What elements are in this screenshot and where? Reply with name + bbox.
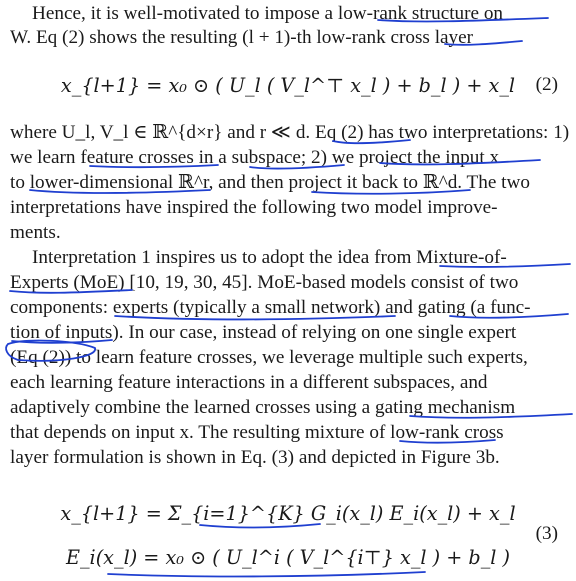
paragraph-1-line-2: W. Eq (2) shows the resulting (l + 1)-th low-rank cross layer: [10, 27, 474, 48]
paragraph-3-line-9: layer formulation is shown in Eq. (3) and depicted in Figure 3b.: [10, 447, 500, 468]
equation-3-line-2-body: E_i(x_l) = x₀ ⊙ ( U_l^i ( V_l^{i⊤} x_l ) + b_l ): [65, 546, 511, 569]
paragraph-3-line-5: (Eq (2)) to learn feature crosses, we leverage multiple such experts,: [10, 347, 528, 368]
paragraph-3-line-1: Interpretation 1 inspires us to adopt the idea from Mixture-of-: [32, 247, 507, 268]
paragraph-3-line-8: that depends on input x. The resulting mixture of low-rank cross: [10, 422, 504, 443]
paragraph-3-line-2: Experts (MoE) [10, 19, 30, 45]. MoE-based models consist of two: [10, 272, 519, 293]
equation-3-number: (3): [535, 523, 558, 544]
paragraph-2-line-3: to lower-dimensional ℝ^r, and then project it back to ℝ^d. The two: [10, 172, 530, 193]
paragraph-3-line-4: tion of inputs). In our case, instead of relying on one single expert: [10, 322, 517, 343]
equation-2-number: (2): [535, 74, 558, 95]
paragraph-3-line-3: components: experts (typically a small network) and gating (a func-: [10, 297, 531, 318]
paragraph-3-line-7: adaptively combine the learned crosses using a gating mechanism: [10, 397, 516, 418]
equation-2-body: x_{l+1} = x₀ ⊙ ( U_l ( V_l^⊤ x_l ) + b_l ) + x_l: [60, 74, 516, 97]
underline-expert-equation: [108, 572, 425, 576]
paragraph-2-line-2: we learn feature crosses in a subspace; 2) we project the input x: [10, 147, 500, 168]
equation-2: [0, 74, 576, 98]
paragraph-1-line-1: Hence, it is well-motivated to impose a low-rank structure on: [32, 3, 504, 24]
paragraph-2-line-5: ments.: [10, 222, 61, 243]
equation-3-line-2: [0, 546, 576, 570]
paragraph-2-line-4: interpretations have inspired the following two model improve-: [10, 197, 498, 218]
paragraph-3-line-6: each learning feature interactions in a different subspaces, and: [10, 372, 488, 393]
paragraph-2-line-1: where U_l, V_l ∈ ℝ^{d×r} and r ≪ d. Eq (2) has two interpretations: 1): [10, 122, 570, 143]
equation-3-line-1: [0, 502, 576, 526]
equation-3-line-1-body: x_{l+1} = Σ_{i=1}^{K} G_i(x_l) E_i(x_l) + x_l: [60, 502, 516, 525]
